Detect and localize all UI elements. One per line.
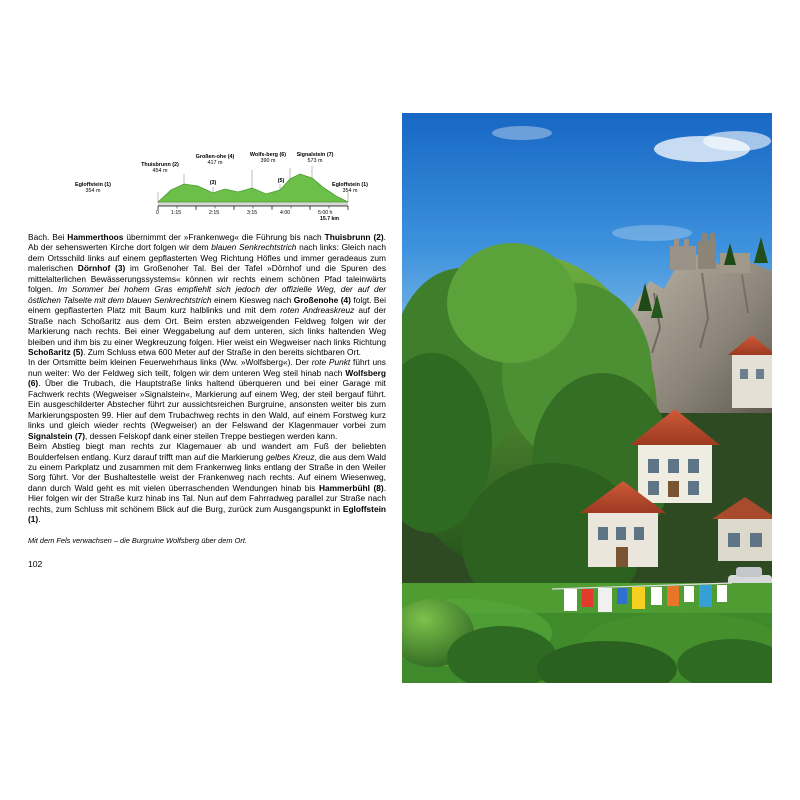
body-text (28, 232, 386, 525)
profile-label-3: (3) (209, 180, 217, 186)
profile-tick-5: 5:00 h (318, 210, 333, 216)
paragraph-3: Beim Abstieg biegt man rechts zur Klagemauer ab und wandert am Fuß der beliebten Boulderfelsen entlang. Kurz darauf trifft man auf die Markierung gelbes Kreuz, die aus dem Wald zu einem Parkplatz und zusammen mit dem Frankenweg links entlang der Straße in den Weiler Sorg führt. Vor der Bushaltestelle weist der Frankenweg nach rechts. Auf einem Wiesenweg, dann durch Wald geht es mit vielen überraschenden Wendungen hinab bis Hammerbühl (8). Hier folgen wir der Straße kurz hinab ins Tal. Nun auf dem Fahrradweg parallel zur Straße nach rechts, zum Schluss mit schönem Blick auf die Burg, zurück zum Ausgangspunkt in Egloffstein (1). (28, 441, 387, 525)
profile-tick-minor-3: 3:15 (247, 210, 258, 216)
paragraph-1: Bach. Bei Hammerthoos übernimmt der »Frankenweg« die Führung bis nach Thuisbrunn (2). Ab der sehenswerten Kirche dort folgen wir dem blauen Senkrechtstrich nach links: Gleich nach dem Ortsschild links auf einem gepflasterten Weg Richtung Höfles und immer geradeaus zum malerischen Dörnhof (3) im Großenoher Tal. Bei der Tafel »Dörnhof und die Spuren des mittelalterlichen Bewässerungssystems« können wir rechts einem schönen Pfad taleinwärts folgen. Im Sommer bei hohem Gras empfiehlt sich jedoch der offizielle Weg, der auf der östlichen Talseite mit dem blauen Senkrechtstrich einem Kiesweg nach Großenohe (4) folgt. Bei einem gepflasterten Platz mit Baum kurz halblinks und mit dem roten Andreaskreuz auf der Straße nach Schoßaritz aus dem Ort. Beim ersten abzweigenden Feldweg folgen wir der Markierung nach rechts. Bei einer Weggabelung auf dem unteren, sich links haltenden Weg bleiben und ihm bis zu einer Wegkreuzung folgen. Hier weist ein Wegweiser nach links Richtung Schoßaritz (5). Zum Schluss etwa 600 Meter auf der Straße in den bereits sichtbaren Ort. (28, 232, 387, 357)
burgruine-wolfsberg-photo (402, 113, 772, 683)
profile-label-start: Egloffstein (1) 354 m (75, 182, 111, 195)
profile-total-distance: 15.7 km (320, 216, 340, 222)
profile-label-5: (5) (277, 178, 285, 184)
paragraph-2: In der Ortsmitte beim kleinen Feuerwehrhaus links (Ww. »Wolfsberg«). Der rote Punkt führt uns nun weiter: Wo der Feldweg sich teilt, folgen wir dem unteren Weg steil hinab nach Wolfsberg (6). Über die Trubach, die Hauptstraße links haltend überqueren und bei einer Garage mit Fachwerk rechts (Wegweiser »Signalstein«, Markierung auf einem Weg, der steil bergauf führt. Ein ausgeschilderter Abstecher führt zur aussichtsreichen Burgruine, ansonsten weiter bis zum Markierungsposten 99. Hier auf dem Trubachweg rechts in den Wald, auf einem Forstweg kurz links und gleich wieder rechts (Wegweiser) an der Felswand der Klagenmauer vorbei zum Signalstein (7), dessen Felskopf dank einer steilen Treppe bestiegen werden kann. (28, 357, 386, 441)
photo-caption: Mit dem Fels verwachsen – die Burgruine Wolfsberg über dem Ort. (28, 535, 247, 545)
elevation-profile (28, 146, 386, 224)
profile-label-wolfsberg: Wolfs-berg (6) 390 m (249, 152, 287, 165)
profile-label-thuisbrunn: Thuisbrunn (2) 454 m (141, 162, 179, 175)
profile-label-signalstein: Signalstein (7) 573 m (296, 152, 334, 165)
page-number: 102 (28, 558, 43, 569)
profile-tick-minor-1: 1:15 (171, 210, 182, 216)
left-column (28, 146, 386, 569)
profile-tick-4: 4:00 (280, 210, 291, 216)
profile-tick-0: 0 (156, 210, 159, 216)
profile-label-grossenohe: Großen-ohe (4) 417 m (195, 154, 235, 167)
profile-tick-minor-2: 2:15 (209, 210, 220, 216)
profile-label-end: Egloffstein (1) 354 m (332, 182, 368, 195)
